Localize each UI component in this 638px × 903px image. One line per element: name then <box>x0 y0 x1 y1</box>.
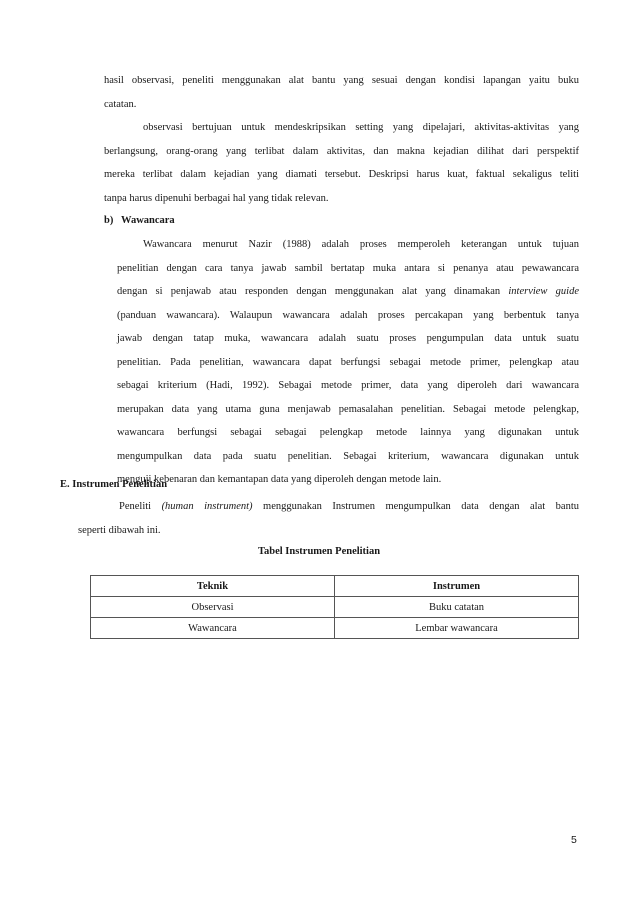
text-line: menguji kebenaran dan kemantapan data yang diperoleh dengan metode lain. <box>117 474 442 485</box>
table-cell: Observasi <box>91 597 335 618</box>
table-row <box>91 618 579 639</box>
text-line: observasi bertujuan untuk mendeskripsikan setting yang dipelajari, aktivitas-aktivitas yang <box>143 122 579 133</box>
subheading-wawancara: b) Wawancara <box>104 215 175 226</box>
text-line: seperti dibawah ini. <box>78 524 161 536</box>
table-title: Tabel Instrumen Penelitian <box>257 546 381 557</box>
text-line <box>78 495 579 519</box>
text-line: Wawancara menurut Nazir (1988) adalah proses memperoleh keterangan untuk tujuan <box>143 239 579 250</box>
table-row <box>91 597 579 618</box>
text-line: (panduan wawancara). Walaupun wawancara adalah proses percakapan yang berbentuk tanya <box>117 309 579 321</box>
text-line: tanpa harus dipenuhi berbagai hal yang tidak relevan. <box>104 192 329 204</box>
paragraph-observasi <box>104 116 579 210</box>
table-cell: Buku catatan <box>335 597 579 618</box>
text-line: hasil observasi, peneliti menggunakan alat bantu yang sesuai dengan kondisi lapangan yaitu buku <box>104 75 579 86</box>
italic-term: (human instrument) <box>161 501 253 512</box>
table-header-row <box>91 576 579 597</box>
paragraph-continuation <box>104 69 579 116</box>
section-heading-instrumen: E. Instrumen Penelitian <box>60 479 168 490</box>
text-line <box>117 280 579 304</box>
text-line: merupakan data yang utama guna menjawab pemasalahan penelitian. Sebagai metode pelengkap, <box>117 403 579 415</box>
text-line: penelitian. Pada penelitian, wawancara dapat berfungsi sebagai metode primer, pelengkap atau <box>117 356 579 368</box>
paragraph-instrumen <box>78 495 579 542</box>
text-line: berlangsung, orang-orang yang terlibat dalam aktivitas, dan makna kejadian dilihat dari perspektif <box>104 145 579 157</box>
text-segment: menggunakan Instrumen mengumpulkan data dengan alat bantu <box>252 501 579 512</box>
paragraph-wawancara <box>117 233 579 492</box>
text-line: catatan. <box>104 98 137 110</box>
text-line: penelitian dengan cara tanya jawab sambil bertatap muka antara si penanya atau pewawancara <box>117 262 579 274</box>
text-line: sebagai kriterium (Hadi, 1992). Sebagai metode primer, data yang diperoleh dari wawancara <box>117 380 579 391</box>
instrument-table <box>90 575 579 639</box>
header-cell-teknik: Teknik <box>91 576 335 597</box>
table-cell: Lembar wawancara <box>335 618 579 639</box>
table-cell: Wawancara <box>91 618 335 639</box>
text-line: mereka terlibat dalam kejadian yang diamati tersebut. Deskripsi harus kuat, faktual sekaligus teliti <box>104 169 579 180</box>
header-cell-instrumen: Instrumen <box>335 576 579 597</box>
text-line: mengumpulkan data pada suatu penelitian. Sebagai kriterium, wawancara digunakan untuk <box>117 450 579 462</box>
text-line: wawancara berfungsi sebagai sebagai pelengkap metode lainnya yang digunakan untuk <box>117 427 579 438</box>
page-number: 5 <box>571 834 577 846</box>
text-line: jawab dengan tatap muka, wawancara adalah suatu proses pengumpulan data untuk suatu <box>117 333 579 344</box>
text-segment: Peneliti <box>119 501 162 512</box>
text-segment: dengan si penjawab atau responden dengan menggunakan alat yang dinamakan <box>117 286 509 297</box>
italic-term: interview guide <box>508 286 579 297</box>
